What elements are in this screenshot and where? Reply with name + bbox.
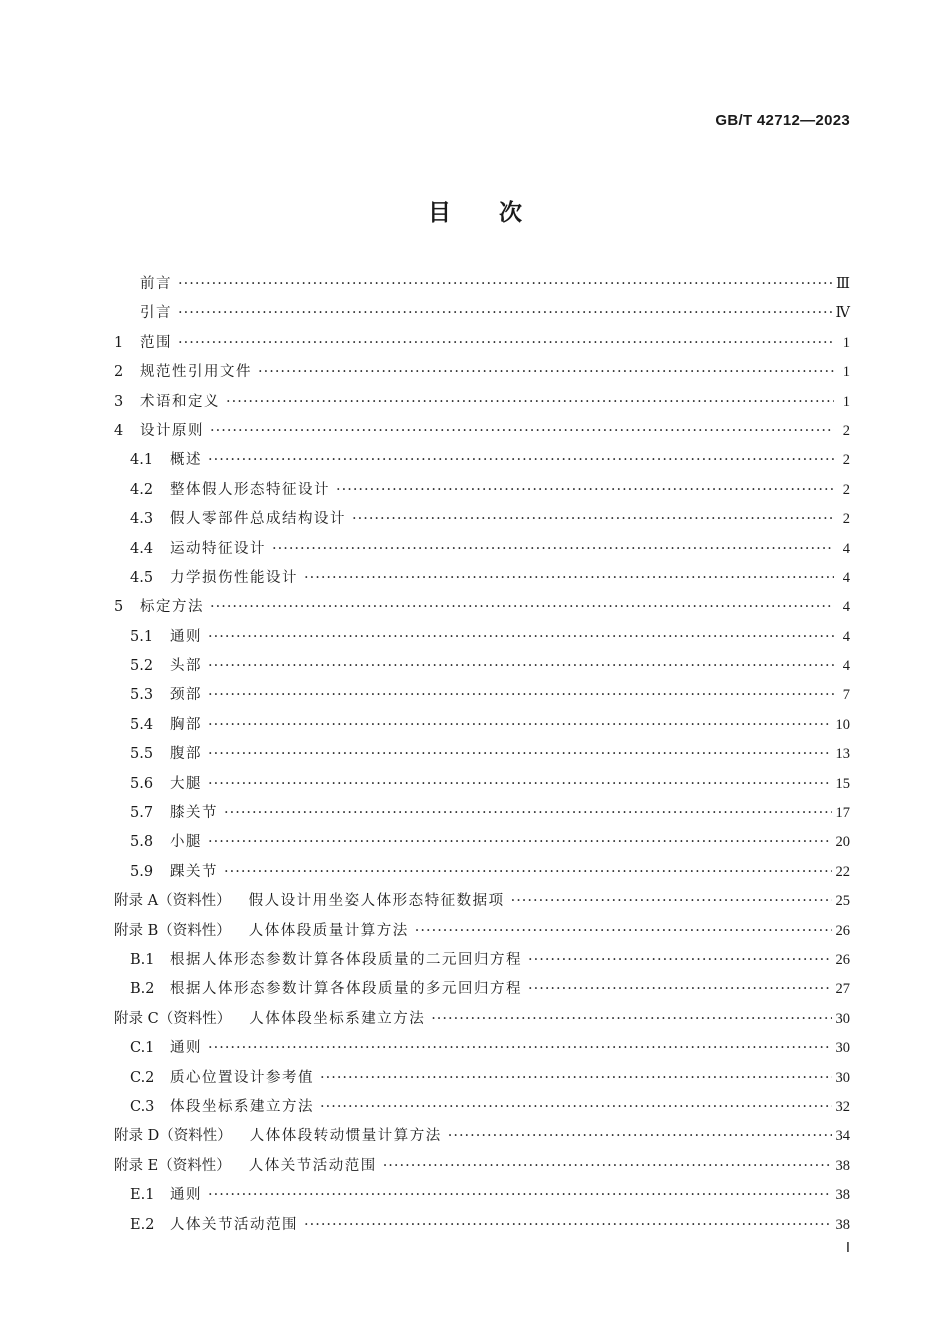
toc-entry-label: 小腿	[170, 834, 202, 851]
toc-entry-number: 5.1	[130, 628, 154, 645]
toc-entry[interactable]	[114, 770, 850, 799]
toc-entry-label: 整体假人形态特征设计	[170, 481, 330, 498]
toc-entry-label: 腹部	[170, 746, 202, 763]
page-number: Ⅰ	[845, 1241, 850, 1256]
toc-entry-number: 附录 D（资料性）	[114, 1128, 232, 1145]
toc-entry[interactable]	[114, 681, 850, 710]
toc-entry-number: E.1	[130, 1187, 155, 1204]
toc-entry-page: 26	[835, 951, 850, 968]
toc-entry-number: 5.7	[130, 805, 154, 822]
toc-entry-number: 附录 B（资料性）	[114, 922, 231, 939]
dot-leader	[224, 799, 832, 828]
toc-entry[interactable]	[114, 917, 850, 946]
dot-leader	[208, 1034, 832, 1063]
toc-entry-page: 1	[842, 364, 850, 381]
toc-entry[interactable]	[114, 1064, 850, 1093]
toc-entry-page: 27	[835, 981, 850, 998]
toc-entry[interactable]	[114, 299, 850, 328]
toc-entry-page: 38	[835, 1157, 850, 1174]
dot-leader	[336, 476, 834, 505]
dot-leader	[272, 535, 834, 564]
toc-entry[interactable]	[114, 887, 850, 916]
toc-entry-page: 7	[842, 687, 850, 704]
toc-entry-page: 2	[842, 511, 850, 528]
toc-entry-label: 运动特征设计	[170, 540, 266, 557]
toc-entry-number: C.3	[130, 1098, 155, 1115]
toc-entry[interactable]	[114, 623, 850, 652]
toc-entry-page: 34	[835, 1128, 850, 1145]
dot-leader	[208, 740, 832, 769]
toc-entry[interactable]	[114, 1211, 850, 1240]
dot-leader	[226, 388, 834, 417]
toc-title: 目次	[428, 199, 570, 226]
toc-entry-number: 4.2	[130, 481, 154, 498]
dot-leader	[178, 329, 834, 358]
toc-entry-label: 体段坐标系建立方法	[170, 1098, 314, 1115]
dot-leader	[208, 681, 834, 710]
toc-entry[interactable]	[114, 1005, 850, 1034]
toc-entry-page: 26	[835, 922, 850, 939]
dot-leader	[208, 652, 834, 681]
toc-entry[interactable]	[114, 946, 850, 975]
toc-entry-label: 假人零部件总成结构设计	[170, 511, 346, 528]
toc-entry-page: 4	[842, 628, 850, 645]
toc-entry-number: 5	[114, 599, 124, 616]
toc-entry-page: 4	[842, 658, 850, 675]
toc-entry[interactable]	[114, 388, 850, 417]
toc-entry-number: 5.6	[130, 775, 154, 792]
dot-leader	[208, 828, 832, 857]
toc-entry[interactable]	[114, 417, 850, 446]
toc-entry[interactable]	[114, 446, 850, 475]
toc-entry[interactable]	[114, 652, 850, 681]
toc-entry-page: 13	[835, 746, 850, 763]
dot-leader	[258, 358, 834, 387]
toc-entry-label: 引言	[140, 305, 172, 322]
dot-leader	[528, 946, 832, 975]
toc-entry-page: 1	[842, 393, 850, 410]
toc-entry[interactable]	[114, 1034, 850, 1063]
toc-entry-number: 4.4	[130, 540, 154, 557]
toc-entry-label: 范围	[140, 334, 172, 351]
toc-entry-page: Ⅲ	[836, 276, 850, 292]
toc-entry-label: 人体体段转动惯量计算方法	[249, 1128, 442, 1145]
toc-entry-page: 32	[835, 1098, 850, 1115]
toc-entry-page: 38	[835, 1216, 850, 1233]
dot-leader	[528, 975, 832, 1004]
toc-entry-label: 根据人体形态参数计算各体段质量的二元回归方程	[170, 951, 522, 968]
toc-entry-page: 2	[842, 422, 850, 439]
dot-leader	[448, 1122, 832, 1151]
toc-entry[interactable]	[114, 1181, 850, 1210]
toc-entry-label: 通则	[170, 1187, 202, 1204]
toc-entry-page: 30	[835, 1010, 850, 1027]
toc-entry-page: 2	[842, 452, 850, 469]
toc-entry[interactable]	[114, 535, 850, 564]
toc-entry-number: 4.1	[130, 452, 154, 469]
toc-entry-number: 2	[114, 364, 124, 381]
toc-entry-number: 4.5	[130, 569, 154, 586]
dot-leader	[178, 270, 832, 299]
toc-entry-page: 20	[835, 834, 850, 851]
toc-entry-page: 15	[835, 775, 850, 792]
dot-leader	[224, 858, 832, 887]
toc-entry-label: 标定方法	[140, 599, 204, 616]
toc-entry[interactable]	[114, 505, 850, 534]
toc-entry-label: 术语和定义	[140, 393, 220, 410]
toc-entry[interactable]	[114, 564, 850, 593]
toc-entry-page: 2	[842, 481, 850, 498]
toc-entry-number: 4.3	[130, 511, 154, 528]
toc-entry[interactable]	[114, 828, 850, 857]
toc-entry-label: 人体体段质量计算方法	[248, 922, 409, 939]
toc-entry-number: 5.2	[130, 658, 154, 675]
dot-leader	[320, 1064, 832, 1093]
dot-leader	[208, 770, 832, 799]
dot-leader	[304, 1211, 832, 1240]
dot-leader	[208, 623, 834, 652]
dot-leader	[431, 1005, 831, 1034]
toc-entry-number: 5.3	[130, 687, 154, 704]
toc-entry-page: 17	[835, 805, 850, 822]
toc-entry-page: 25	[835, 893, 850, 910]
dot-leader	[208, 1181, 832, 1210]
toc-entry-page: 30	[835, 1040, 850, 1057]
toc-entry[interactable]	[114, 1093, 850, 1122]
toc-entry-number: B.2	[130, 981, 155, 998]
dot-leader	[511, 887, 832, 916]
dot-leader	[352, 505, 834, 534]
toc-entry[interactable]	[114, 740, 850, 769]
dot-leader	[208, 711, 832, 740]
dot-leader	[178, 299, 832, 328]
toc-entry-label: 前言	[140, 276, 172, 292]
toc-entry[interactable]	[114, 858, 850, 887]
dot-leader	[383, 1152, 832, 1181]
table-of-contents	[114, 270, 850, 1240]
toc-entry-page: 4	[842, 599, 850, 616]
dot-leader	[415, 917, 832, 946]
toc-entry-label: 规范性引用文件	[140, 364, 252, 381]
dot-leader	[208, 446, 834, 475]
toc-entry-number: 5.5	[130, 746, 154, 763]
toc-entry-label: 颈部	[170, 687, 202, 704]
toc-entry-page: 30	[835, 1069, 850, 1086]
toc-entry-page: 4	[842, 569, 850, 586]
toc-entry-number: 附录 C（资料性）	[114, 1010, 232, 1027]
toc-entry-number: 3	[114, 393, 124, 410]
toc-entry-page: 10	[835, 716, 850, 733]
toc-entry[interactable]	[114, 711, 850, 740]
toc-entry-label: 根据人体形态参数计算各体段质量的多元回归方程	[170, 981, 522, 998]
toc-entry-page: Ⅳ	[835, 305, 850, 322]
toc-entry[interactable]	[114, 270, 850, 299]
toc-entry[interactable]	[114, 593, 850, 622]
toc-entry-page: 1	[842, 334, 850, 351]
toc-entry-number: 4	[114, 422, 124, 439]
toc-entry-page: 38	[835, 1187, 850, 1204]
toc-entry[interactable]	[114, 975, 850, 1004]
toc-entry-number: E.2	[130, 1216, 155, 1233]
toc-entry-label: 膝关节	[170, 805, 218, 822]
toc-entry-number: C.2	[130, 1069, 155, 1086]
toc-entry-label: 力学损伤性能设计	[170, 569, 298, 586]
toc-entry[interactable]	[114, 476, 850, 505]
toc-entry[interactable]	[114, 799, 850, 828]
dot-leader	[210, 417, 834, 446]
toc-entry-number: 5.8	[130, 834, 154, 851]
toc-entry[interactable]	[114, 1152, 850, 1181]
toc-entry[interactable]	[114, 358, 850, 387]
toc-entry-label: 人体关节活动范围	[248, 1157, 377, 1174]
toc-entry-number: 1	[114, 334, 124, 351]
toc-entry-label: 大腿	[170, 775, 202, 792]
toc-entry-label: 通则	[170, 1040, 202, 1057]
toc-entry-number: 5.4	[130, 716, 154, 733]
toc-entry-label: 人体体段坐标系建立方法	[249, 1010, 426, 1027]
toc-entry-label: 假人设计用坐姿人体形态特征数据项	[248, 893, 505, 910]
toc-entry-number: C.1	[130, 1040, 155, 1057]
toc-entry-label: 头部	[170, 658, 202, 675]
toc-entry-number: B.1	[130, 951, 155, 968]
toc-entry-label: 设计原则	[140, 422, 204, 439]
toc-entry-page: 4	[842, 540, 850, 557]
toc-entry-label: 通则	[170, 628, 202, 645]
toc-entry[interactable]	[114, 329, 850, 358]
toc-entry-label: 概述	[170, 452, 202, 469]
toc-entry-number: 5.9	[130, 863, 154, 880]
toc-entry[interactable]	[114, 1122, 850, 1151]
dot-leader	[210, 593, 834, 622]
toc-entry-label: 人体关节活动范围	[170, 1216, 298, 1233]
dot-leader	[304, 564, 834, 593]
toc-entry-label: 胸部	[170, 716, 202, 733]
toc-entry-number: 附录 E（资料性）	[114, 1157, 231, 1174]
toc-entry-label: 质心位置设计参考值	[170, 1069, 314, 1086]
toc-entry-number: 附录 A（资料性）	[114, 893, 231, 910]
toc-entry-label: 踝关节	[170, 863, 218, 880]
toc-entry-page: 22	[835, 863, 850, 880]
standard-code: GB/T 42712—2023	[715, 112, 850, 129]
dot-leader	[320, 1093, 832, 1122]
